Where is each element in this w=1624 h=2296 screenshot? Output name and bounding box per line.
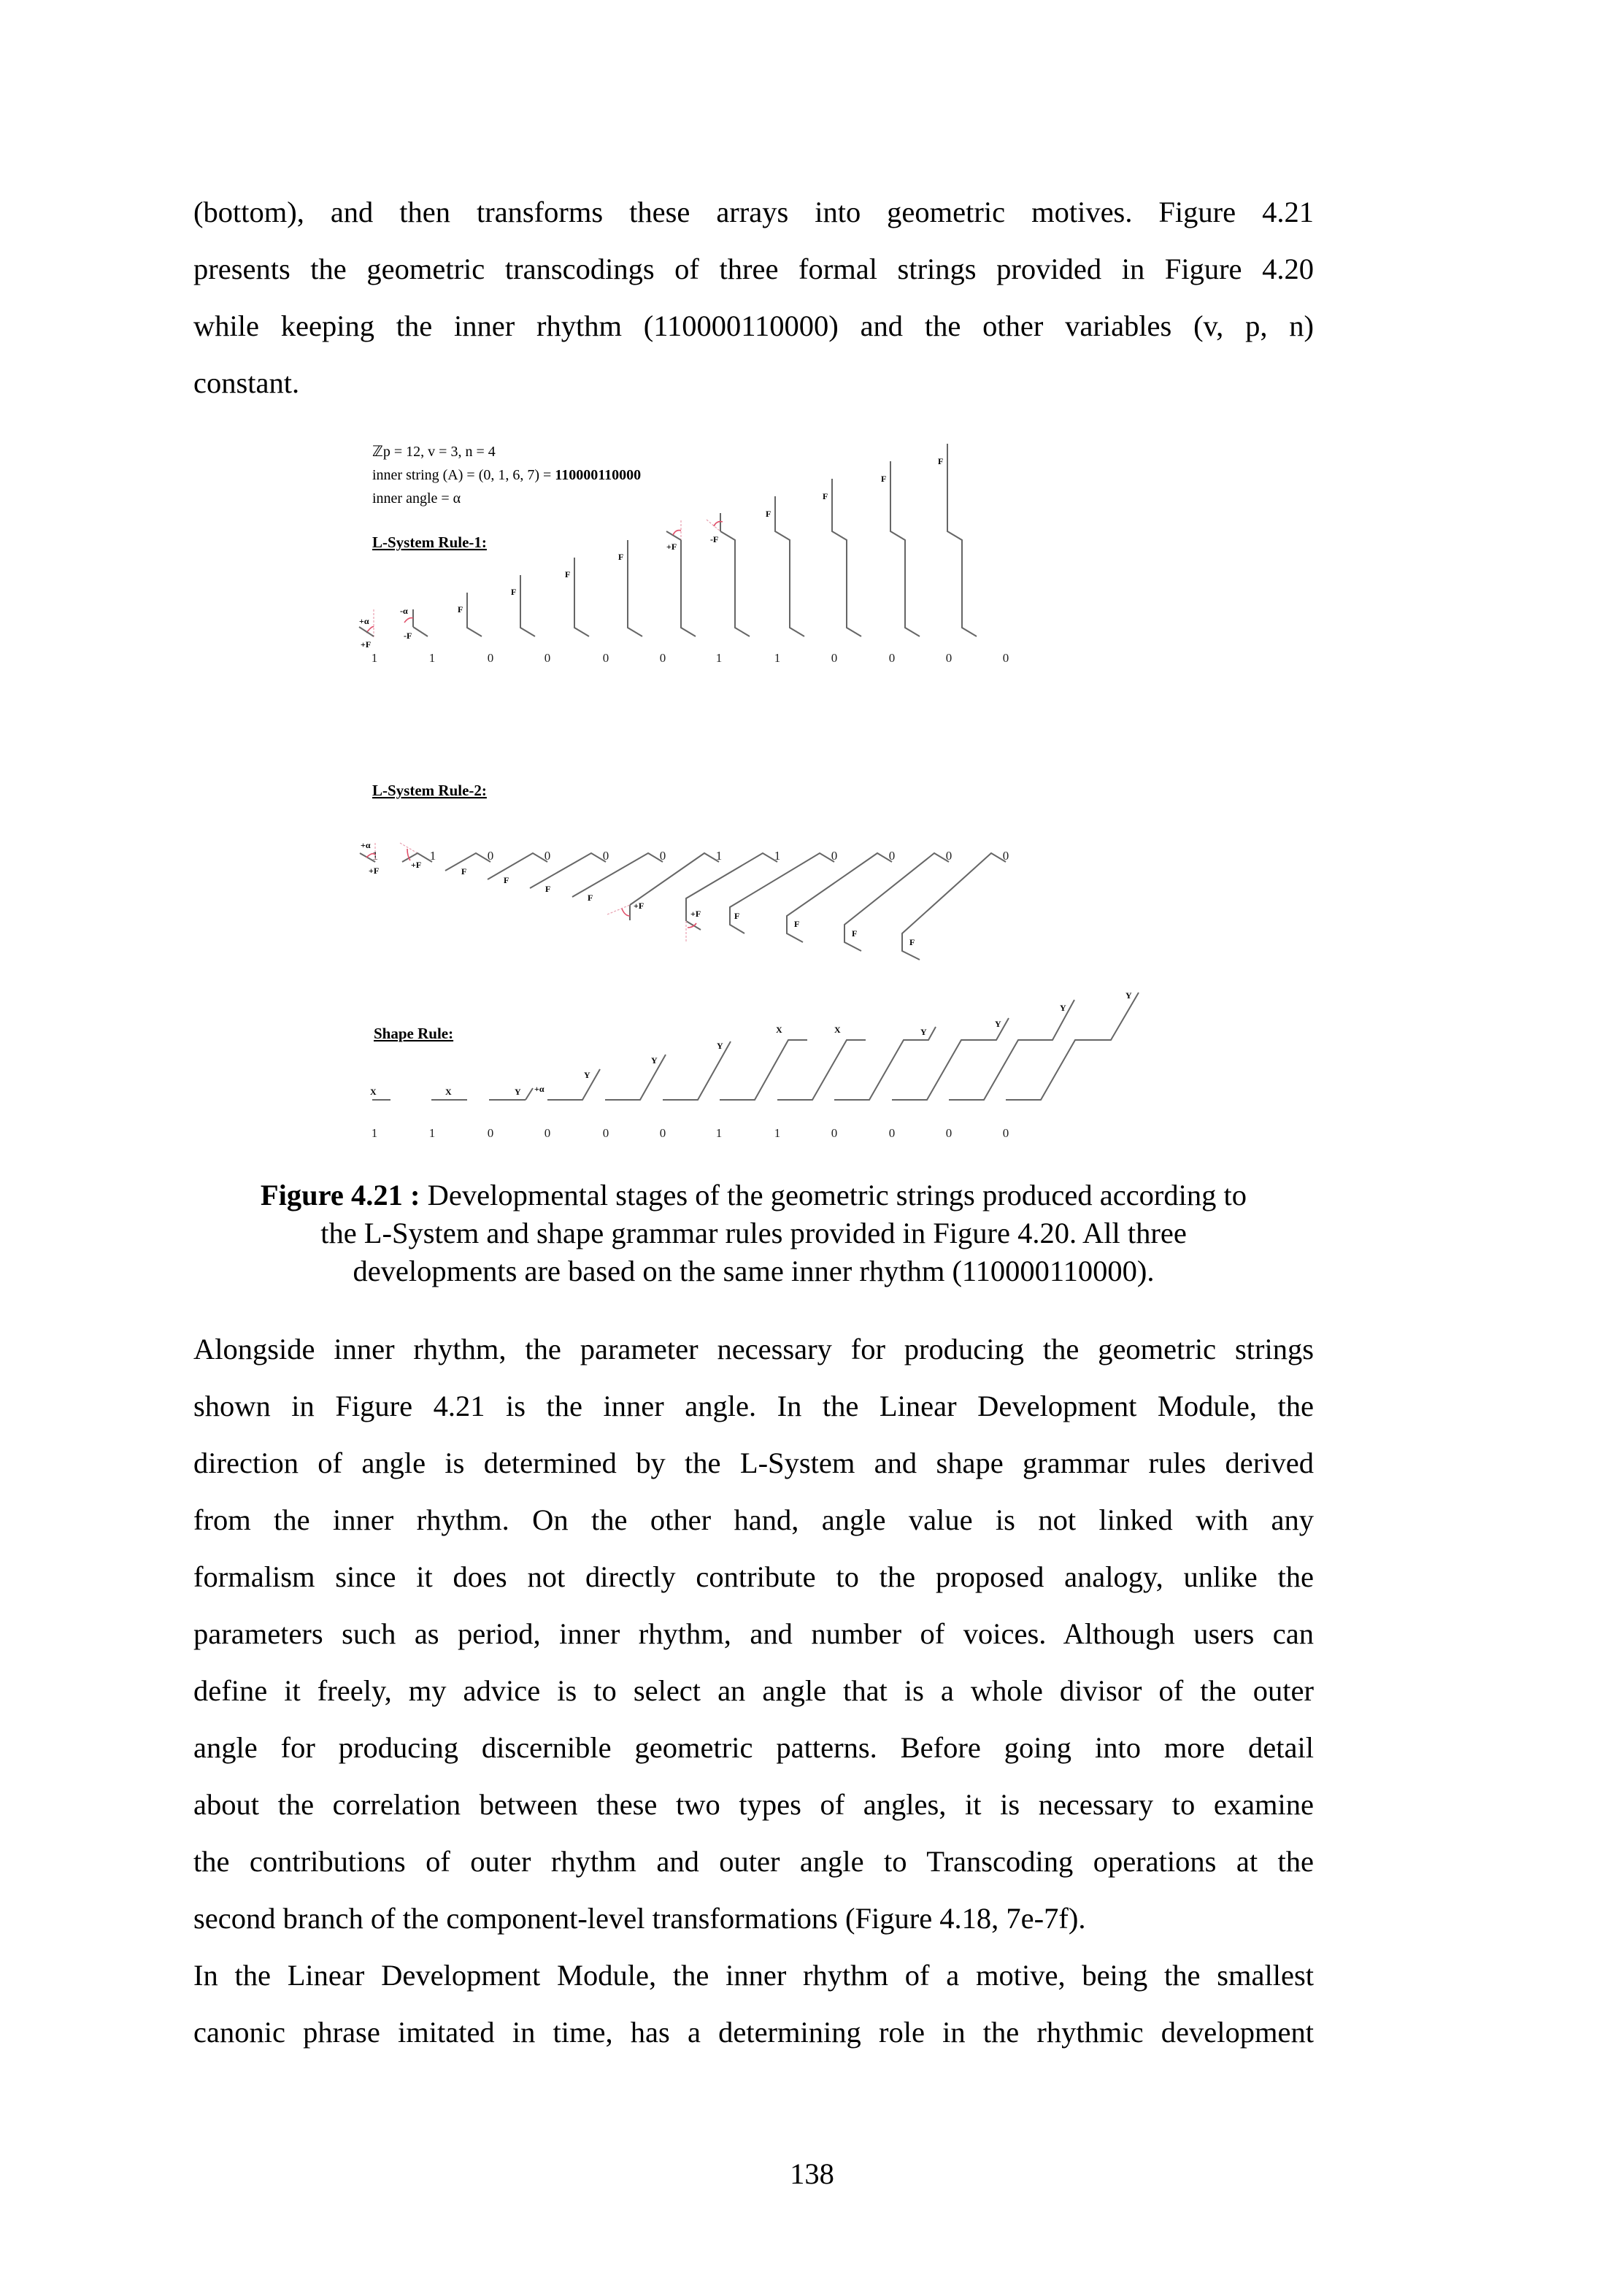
figure-caption (193, 1176, 1314, 1290)
caption-text: Developmental stages of the geometric strings produced according to (420, 1179, 1247, 1211)
rule2-title: L-System Rule-2: (372, 782, 487, 799)
svg-text:0: 0 (602, 1126, 609, 1140)
svg-text:0: 0 (831, 849, 838, 863)
shape-rule-title: Shape Rule: (374, 1025, 454, 1042)
svg-text:X: X (834, 1025, 841, 1035)
svg-text:F: F (461, 866, 467, 877)
svg-text:0: 0 (544, 651, 551, 665)
svg-text:0: 0 (487, 849, 494, 863)
svg-text:0: 0 (945, 1126, 953, 1140)
text-line: formalism since it does not directly contribute to the proposed analogy, unlike the (193, 1560, 1314, 1593)
figure-inner-string: inner string (A) = (0, 1, 6, 7) = 110000110000 (372, 467, 642, 483)
svg-text:F: F (938, 456, 944, 466)
svg-text:F: F (881, 474, 887, 484)
svg-text:Y: Y (1060, 1003, 1066, 1013)
svg-text:0: 0 (1002, 849, 1009, 863)
svg-text:F: F (852, 928, 858, 939)
svg-text:F: F (734, 911, 740, 921)
svg-text:Y: Y (717, 1041, 723, 1051)
svg-text:1: 1 (371, 651, 378, 665)
svg-text:F: F (823, 491, 828, 501)
svg-text:1: 1 (715, 651, 723, 665)
svg-text:X: X (445, 1087, 452, 1097)
svg-text:F: F (766, 509, 771, 519)
svg-text:0: 0 (1002, 1126, 1009, 1140)
svg-text:0: 0 (888, 849, 896, 863)
shape-rule-diagram (370, 990, 1139, 1100)
text-line: about the correlation between these two types of angles, it is necessary to examine (193, 1788, 1314, 1821)
svg-text:Y: Y (995, 1019, 1001, 1029)
svg-text:+F: +F (361, 639, 372, 650)
svg-text:F: F (588, 893, 593, 903)
svg-text:+α: +α (361, 840, 371, 850)
svg-text:F: F (545, 884, 551, 894)
svg-text:0: 0 (659, 849, 666, 863)
svg-text:0: 0 (602, 849, 609, 863)
svg-text:+α: +α (359, 616, 369, 626)
text-line: (bottom), and then transforms these arrays into geometric motives. Figure 4.21 (193, 196, 1314, 228)
svg-text:1: 1 (371, 1126, 378, 1140)
svg-text:1: 1 (774, 1126, 781, 1140)
svg-text:Y: Y (1125, 990, 1132, 1001)
svg-text:F: F (794, 919, 800, 929)
svg-text:1: 1 (372, 849, 379, 863)
text-line: Alongside inner rhythm, the parameter necessary for producing the geometric strings (193, 1333, 1314, 1365)
svg-text:+F: +F (690, 909, 701, 919)
svg-text:1: 1 (428, 651, 436, 665)
svg-text:0: 0 (888, 1126, 896, 1140)
text-line: direction of angle is determined by the L-System and shape grammar rules derived (193, 1446, 1314, 1479)
rule2-digits (372, 849, 1009, 863)
svg-text:-F: -F (404, 631, 412, 641)
text-line: the contributions of outer rhythm and outer angle to Transcoding operations at the (193, 1845, 1314, 1878)
figure-inner-angle: inner angle = α (372, 490, 461, 506)
svg-text:Y: Y (920, 1027, 927, 1037)
svg-text:0: 0 (945, 849, 953, 863)
svg-text:1: 1 (429, 849, 436, 863)
text-line: shown in Figure 4.21 is the inner angle. In the Linear Development Module, the (193, 1390, 1314, 1422)
svg-text:1: 1 (428, 1126, 436, 1140)
caption-label: Figure 4.21 : (260, 1179, 420, 1211)
svg-text:1: 1 (715, 1126, 723, 1140)
svg-text:0: 0 (888, 651, 896, 665)
svg-text:Y: Y (515, 1087, 521, 1097)
rule1-title: L-System Rule-1: (372, 533, 487, 551)
svg-text:X: X (776, 1025, 782, 1035)
text-line: second branch of the component-level transformations (Figure 4.18, 7e-7f). (193, 1902, 1086, 1935)
svg-text:F: F (618, 552, 624, 562)
svg-text:0: 0 (659, 1126, 666, 1140)
text-line: parameters such as period, inner rhythm, and number of voices. Although users can (193, 1617, 1314, 1650)
svg-text:+F: +F (411, 860, 422, 870)
svg-text:0: 0 (659, 651, 666, 665)
svg-text:0: 0 (1002, 651, 1009, 665)
text-line: presents the geometric transcodings of three formal strings provided in Figure 4.20 (193, 253, 1314, 285)
svg-text:0: 0 (487, 651, 494, 665)
text-line: from the inner rhythm. On the other hand, angle value is not linked with any (193, 1503, 1314, 1536)
caption-text: the L-System and shape grammar rules provided in Figure 4.20. All three (320, 1217, 1187, 1249)
text-line: canonic phrase imitated in time, has a determining role in the rhythmic development (193, 2016, 1314, 2049)
svg-text:Y: Y (651, 1055, 658, 1066)
svg-text:X: X (370, 1087, 377, 1097)
svg-text:0: 0 (945, 651, 953, 665)
shape-rule-digits (372, 1126, 1009, 1140)
svg-text:-F: -F (710, 534, 719, 544)
svg-text:F: F (504, 875, 509, 885)
svg-text:+F: +F (634, 901, 644, 911)
svg-text:0: 0 (602, 651, 609, 665)
rule2-diagram (360, 840, 1006, 960)
svg-text:0: 0 (487, 1126, 494, 1140)
svg-text:+α: +α (534, 1084, 544, 1094)
text-line: define it freely, my advice is to select an angle that is a whole divisor of the outer (193, 1674, 1314, 1707)
svg-text:0: 0 (831, 1126, 838, 1140)
page-number: 138 (790, 2157, 834, 2190)
svg-text:-α: -α (400, 606, 408, 616)
svg-text:F: F (565, 569, 571, 579)
svg-text:+F: +F (666, 542, 677, 552)
paragraph-linear-development (193, 1947, 1314, 2061)
caption-text: developments are based on the same inner rhythm (110000110000). (353, 1255, 1155, 1287)
text-line: In the Linear Development Module, the inner rhythm of a motive, being the smallest (193, 1959, 1314, 1992)
svg-text:F: F (909, 937, 915, 947)
svg-text:F: F (458, 604, 463, 615)
text-line: while keeping the inner rhythm (110000110000) and the other variables (v, p, n) (193, 309, 1314, 342)
paragraph-intro (193, 184, 1314, 412)
figure-4-21 (350, 434, 1168, 1164)
svg-text:0: 0 (544, 849, 551, 863)
svg-text:0: 0 (544, 1126, 551, 1140)
svg-text:+F: +F (369, 866, 380, 876)
svg-text:1: 1 (774, 849, 781, 863)
svg-text:1: 1 (774, 651, 781, 665)
svg-text:Y: Y (584, 1070, 590, 1080)
svg-text:1: 1 (715, 849, 723, 863)
svg-text:0: 0 (831, 651, 838, 665)
rule1-digits (372, 651, 1009, 665)
figure-params: ℤp = 12, v = 3, n = 4 (372, 444, 496, 460)
svg-text:F: F (511, 587, 517, 597)
text-line: constant. (193, 366, 300, 399)
text-line: angle for producing discernible geometric patterns. Before going into more detail (193, 1731, 1314, 1764)
paragraph-inner-angle (193, 1321, 1314, 1947)
